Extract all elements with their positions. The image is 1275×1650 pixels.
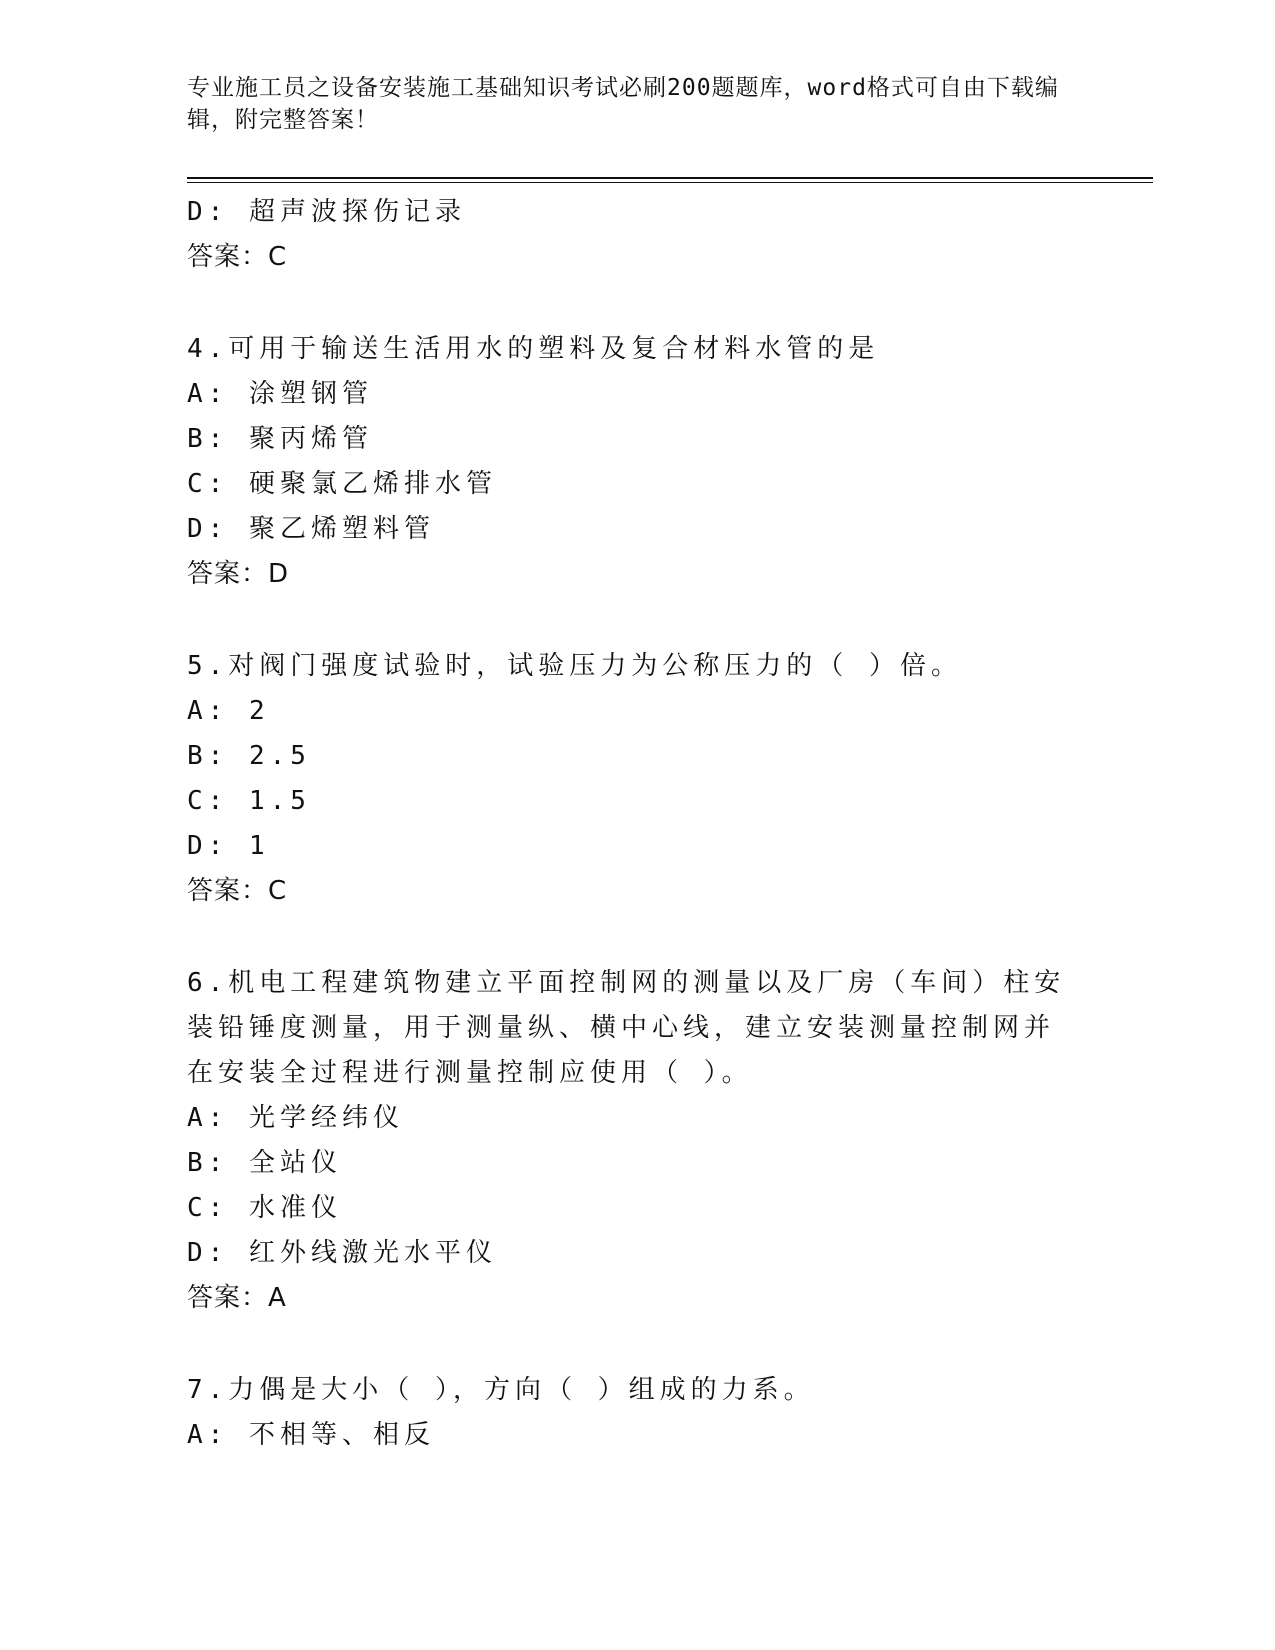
question-stem: 5.对阀门强度试验时，试验压力为公称压力的（ ）倍。 — [187, 651, 962, 681]
option-a: A: 光学经纬仪 — [187, 1103, 404, 1133]
question-stem: 4.可用于输送生活用水的塑料及复合材料水管的是 — [187, 334, 880, 364]
option-c: C: 水准仪 — [187, 1193, 342, 1223]
prev-question-option-d: D: 超声波探伤记录 — [187, 197, 466, 227]
question-list — [187, 190, 1067, 1458]
option-b: B: 聚丙烯管 — [187, 424, 373, 454]
option-b: B: 2.5 — [187, 741, 311, 771]
question-answer: 答案：A — [187, 1283, 287, 1313]
header-divider-thin — [187, 182, 1153, 183]
question-7 — [187, 1368, 1067, 1458]
option-a: A: 涂塑钢管 — [187, 379, 373, 409]
spacer — [187, 280, 1067, 327]
option-c: C: 硬聚氯乙烯排水管 — [187, 469, 497, 499]
spacer — [187, 914, 1067, 961]
option-a: A: 2 — [187, 696, 270, 726]
header-divider-thick — [187, 177, 1153, 179]
question-6 — [187, 961, 1067, 1321]
option-a: A: 不相等、相反 — [187, 1420, 435, 1450]
option-d: D: 红外线激光水平仪 — [187, 1238, 497, 1268]
option-c: C: 1.5 — [187, 786, 311, 816]
question-answer: 答案：C — [187, 876, 288, 906]
spacer — [187, 597, 1067, 644]
spacer — [187, 1321, 1067, 1368]
option-d: D: 1 — [187, 831, 270, 861]
question-4 — [187, 327, 1067, 597]
document-header-title: 专业施工员之设备安装施工基础知识考试必刷200题题库，word格式可自由下载编辑，附完整答案！ — [187, 75, 1059, 133]
question-5 — [187, 644, 1067, 914]
prev-question-answer: 答案：C — [187, 242, 288, 272]
option-b: B: 全站仪 — [187, 1148, 342, 1178]
option-d: D: 聚乙烯塑料管 — [187, 514, 435, 544]
question-stem: 6.机电工程建筑物建立平面控制网的测量以及厂房（车间）柱安装铅锤度测量，用于测量纵、横中心线，建立安装测量控制网并在安装全过程进行测量控制应使用（ ）。 — [187, 968, 1066, 1088]
question-stem: 7.力偶是大小（ ），方向（ ）组成的力系。 — [187, 1375, 815, 1405]
question-answer: 答案：D — [187, 559, 290, 589]
